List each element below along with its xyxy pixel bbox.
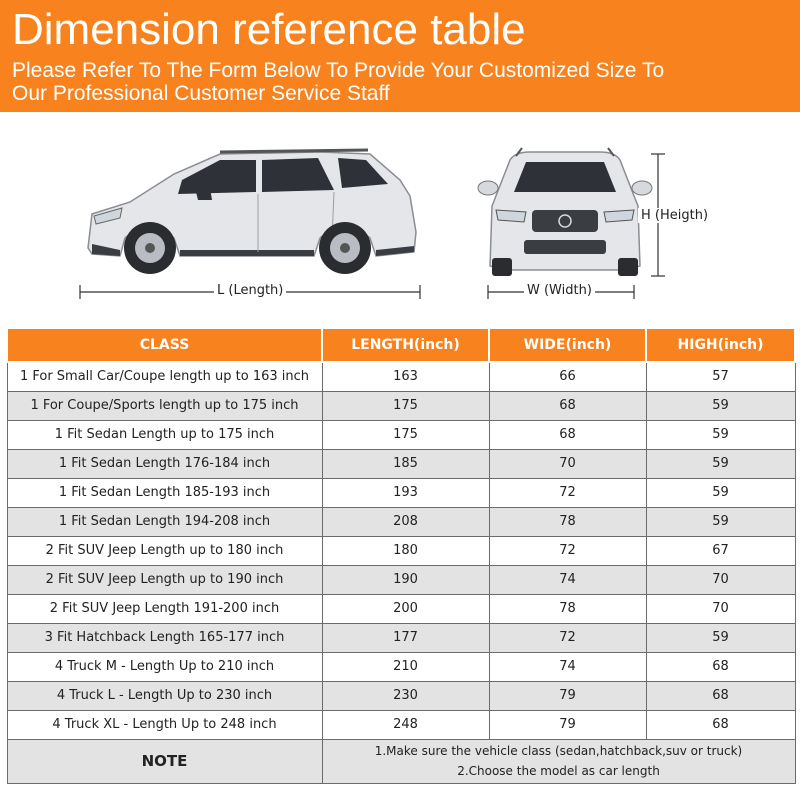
cell-wide: 66 <box>489 362 646 391</box>
table-row <box>7 362 795 391</box>
note-text <box>322 739 795 783</box>
cell-high: 67 <box>646 536 795 565</box>
cell-high: 59 <box>646 391 795 420</box>
note-label: NOTE <box>7 739 322 783</box>
cell-high: 70 <box>646 594 795 623</box>
table-row <box>7 478 795 507</box>
cell-high: 68 <box>646 681 795 710</box>
cell-wide: 70 <box>489 449 646 478</box>
table-row <box>7 449 795 478</box>
suv-front-icon <box>470 140 730 310</box>
page-title: Dimension reference table <box>12 5 526 54</box>
cell-class: 4 Truck M - Length Up to 210 inch <box>7 652 322 681</box>
page-subtitle <box>12 59 664 105</box>
cell-class: 4 Truck XL - Length Up to 248 inch <box>7 710 322 739</box>
cell-length: 210 <box>322 652 489 681</box>
height-label: H (Heigth) <box>638 208 711 223</box>
cell-length: 185 <box>322 449 489 478</box>
cell-class: 1 Fit Sedan Length 185-193 inch <box>7 478 322 507</box>
cell-wide: 79 <box>489 681 646 710</box>
car-front-view-diagram <box>470 140 730 310</box>
subtitle-line-1: Please Refer To The Form Below To Provide Your Customized Size To <box>12 59 665 82</box>
cell-class: 4 Truck L - Length Up to 230 inch <box>7 681 322 710</box>
note-line-2: 2.Choose the model as car length <box>457 764 660 778</box>
cell-high: 59 <box>646 478 795 507</box>
cell-high: 57 <box>646 362 795 391</box>
cell-class: 1 Fit Sedan Length up to 175 inch <box>7 420 322 449</box>
note-row <box>7 739 795 783</box>
cell-wide: 74 <box>489 652 646 681</box>
cell-length: 190 <box>322 565 489 594</box>
cell-class: 2 Fit SUV Jeep Length 191-200 inch <box>7 594 322 623</box>
column-header-high: HIGH(inch) <box>646 328 795 362</box>
column-header-length: LENGTH(inch) <box>322 328 489 362</box>
cell-wide: 74 <box>489 565 646 594</box>
cell-length: 175 <box>322 391 489 420</box>
cell-length: 208 <box>322 507 489 536</box>
cell-wide: 72 <box>489 478 646 507</box>
cell-wide: 72 <box>489 623 646 652</box>
length-label: L (Length) <box>214 283 286 298</box>
cell-wide: 68 <box>489 391 646 420</box>
table-row <box>7 420 795 449</box>
cell-high: 59 <box>646 449 795 478</box>
table-header-row <box>7 328 795 362</box>
cell-wide: 68 <box>489 420 646 449</box>
table-row <box>7 391 795 420</box>
cell-length: 163 <box>322 362 489 391</box>
cell-length: 200 <box>322 594 489 623</box>
table-row <box>7 710 795 739</box>
table-row <box>7 536 795 565</box>
cell-length: 175 <box>322 420 489 449</box>
table-row <box>7 594 795 623</box>
cell-wide: 79 <box>489 710 646 739</box>
cell-high: 68 <box>646 652 795 681</box>
subtitle-line-2: Our Professional Customer Service Staff <box>12 82 390 105</box>
cell-length: 177 <box>322 623 489 652</box>
cell-class: 1 Fit Sedan Length 194-208 inch <box>7 507 322 536</box>
cell-high: 59 <box>646 420 795 449</box>
table-row <box>7 623 795 652</box>
cell-high: 59 <box>646 507 795 536</box>
header-banner <box>0 0 800 112</box>
cell-length: 193 <box>322 478 489 507</box>
cell-class: 1 For Small Car/Coupe length up to 163 inch <box>7 362 322 391</box>
cell-class: 2 Fit SUV Jeep Length up to 180 inch <box>7 536 322 565</box>
table-row <box>7 507 795 536</box>
cell-class: 3 Fit Hatchback Length 165-177 inch <box>7 623 322 652</box>
cell-wide: 72 <box>489 536 646 565</box>
cell-length: 180 <box>322 536 489 565</box>
cell-class: 2 Fit SUV Jeep Length up to 190 inch <box>7 565 322 594</box>
note-line-1: 1.Make sure the vehicle class (sedan,hatchback,suv or truck) <box>374 744 743 758</box>
cell-wide: 78 <box>489 507 646 536</box>
cell-high: 59 <box>646 623 795 652</box>
column-header-class: CLASS <box>7 328 322 362</box>
cell-length: 248 <box>322 710 489 739</box>
table-row <box>7 681 795 710</box>
cell-high: 68 <box>646 710 795 739</box>
cell-high: 70 <box>646 565 795 594</box>
cell-wide: 78 <box>489 594 646 623</box>
table-row <box>7 565 795 594</box>
width-label: W (Width) <box>524 283 595 298</box>
cell-class: 1 For Coupe/Sports length up to 175 inch <box>7 391 322 420</box>
cell-class: 1 Fit Sedan Length 176-184 inch <box>7 449 322 478</box>
dimension-table <box>6 327 796 784</box>
column-header-wide: WIDE(inch) <box>489 328 646 362</box>
table-row <box>7 652 795 681</box>
cell-length: 230 <box>322 681 489 710</box>
car-side-view-diagram <box>70 140 430 310</box>
